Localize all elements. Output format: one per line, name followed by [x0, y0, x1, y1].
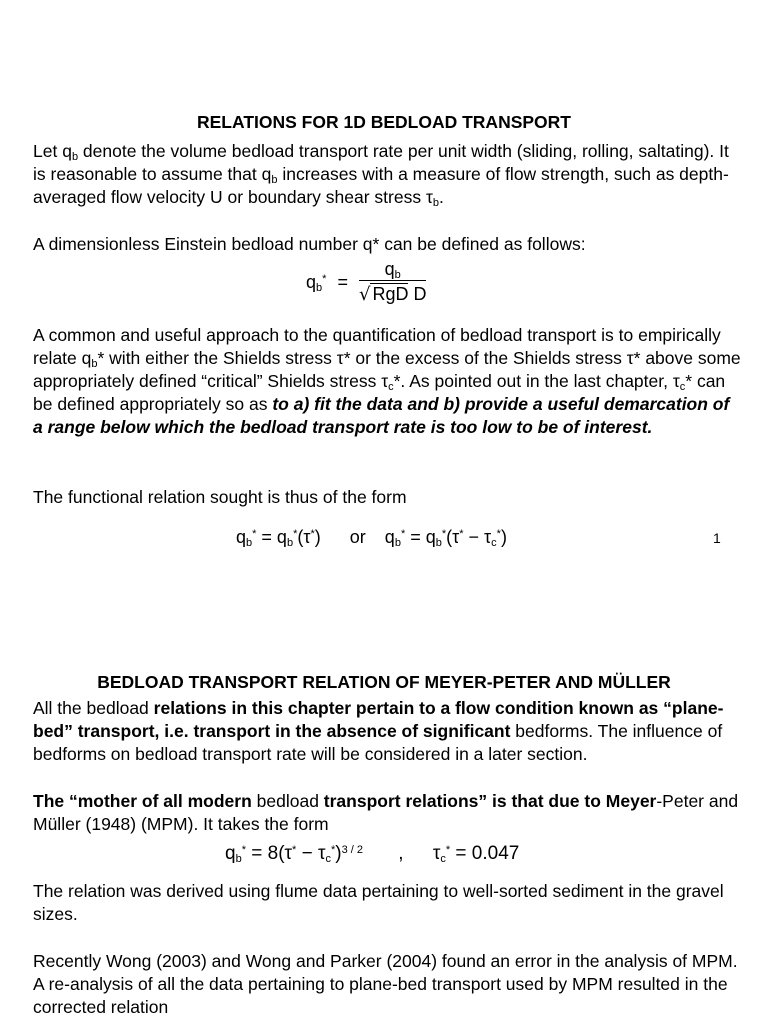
paragraph-plane-bed: All the bedload relations in this chapter pertain to a flow condition known as “plane-bed” transport, i.e. transport in the absence of significant bedforms. The influence of bedforms on bedload transport rate will be considered in a later section. — [33, 698, 724, 764]
paragraph-wong-parker: Recently Wong (2003) and Wong and Parker (2004) found an error in the analysis of MPM. A re-analysis of all the data pertaining to plane-bed transport used by MPM resulted in the corrected relation — [33, 951, 738, 1017]
paragraph-mother-relation: The “mother of all modern bedload transport relations” is that due to Meyer-Peter and Müller (1948) (MPM). It takes the form — [33, 791, 739, 834]
paragraph-approach: A common and useful approach to the quantification of bedload transport is to empirically relate $q_b*$ with either the Shields stress τ* or the excess of the Shields stress τ* above some appropriately defined “critical” Shields stress $\tau_c*$. As pointed out in the last chapter, $\tau_c*$ can be defined appropriately so as to a) fit the data and b) provide a useful demarcation of a range below which the bedload transport rate is too low to be of interest. — [33, 325, 741, 437]
paragraph-einstein-number: A dimensionless Einstein bedload number q* can be defined as follows: — [33, 234, 586, 254]
equation-functional-form: $q_b^* = q_b^*(\tau^*)$ or $q_b^* = q_b^*(\tau^* - \tau_c^*)$ — [236, 527, 507, 549]
equation-number: 1 — [713, 530, 721, 546]
paragraph-intro: Let $q_b$ denote the volume bedload transport rate per unit width (sliding, rolling, saltating). It is reasonable to assume that $q_b$ increases with a measure of flow strength, such as depth-averaged flow velocity U or boundary shear stress $\tau_b$. — [33, 141, 729, 209]
fraction: $\frac{q_b}{\text{√ RgD D}}$ — [358, 259, 427, 305]
paragraph-functional-relation: The functional relation sought is thus of the form — [33, 487, 407, 507]
equation-einstein-number: $q_b^*$ = $\frac{q_b}{\text{√ RgD D}}$ — [306, 258, 426, 308]
section-heading-mpm: BEDLOAD TRANSPORT RELATION OF MEYER-PETER AND MÜLLER — [97, 672, 671, 692]
equation-mpm: $q_b^* = 8(\tau^* - \tau_c^*)^{3 / 2}$ , $\tau_c^* = 0.047$ — [225, 843, 520, 865]
paragraph-flume-data: The relation was derived using flume data pertaining to well-sorted sediment in the gravel sizes. — [33, 881, 724, 924]
section-heading-relations: RELATIONS FOR 1D BEDLOAD TRANSPORT — [197, 112, 571, 132]
